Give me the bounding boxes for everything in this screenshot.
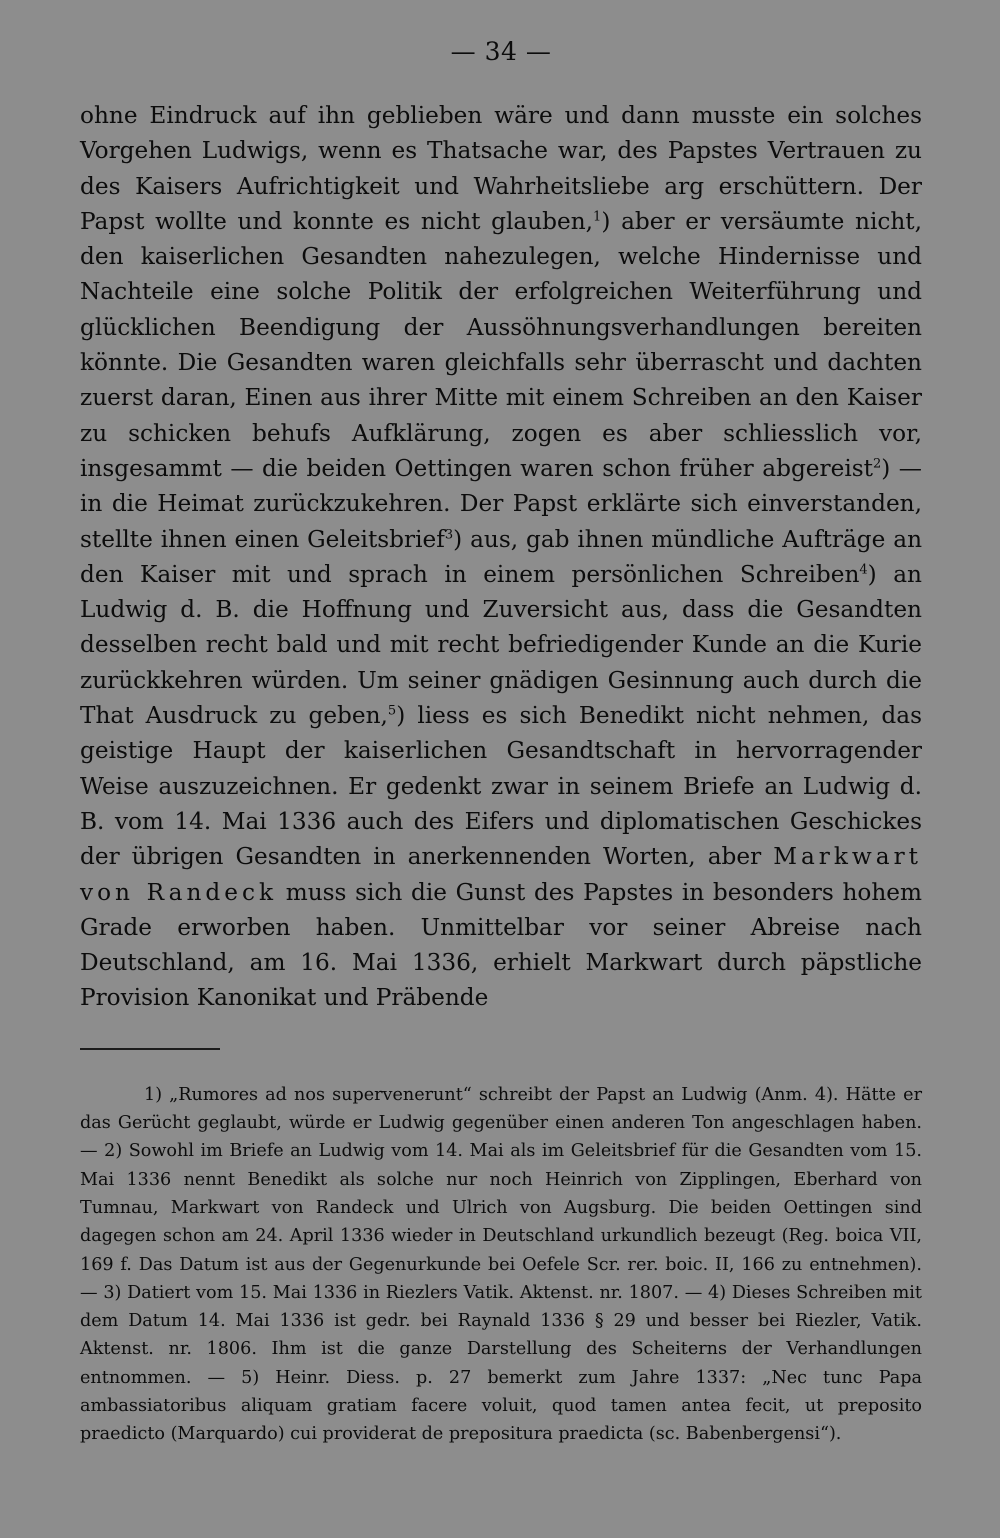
footnote-ref-3: 3 bbox=[444, 526, 454, 542]
main-paragraph bbox=[80, 98, 922, 1016]
footnote-ref-4: 4 bbox=[859, 562, 868, 578]
main-text bbox=[80, 98, 922, 1016]
text-segment-3: ) — in die Heimat zurückzukehren. Der Papst erklärte sich einverstanden, stellte ihnen einen Geleitsbrief bbox=[80, 454, 922, 553]
footnote-text: 1) „Rumores ad nos supervenerunt“ schreibt der Papst an Ludwig (Anm. 4). Hätte er das Gerücht geglaubt, würde er Ludwig gegenüber einen anderen Ton angeschlagen haben. — 2) Sowohl im Briefe an Ludwig vom 14. Mai als im Geleitsbrief für die Gesandten vom 15. Mai 1336 nennt Benedikt als solche nur noch Heinrich von Zipplingen, Eberhard von Tumnau, Markwart von Randeck und Ulrich von Augsburg. Die beiden Oettingen sind dagegen schon am 24. April 1336 wieder in Deutschland urkundlich bezeugt (Reg. boica VII, 169 f. Das Datum ist aus der Gegenurkunde bei Oefele Scr. rer. boic. II, 166 zu entnehmen). — 3) Datiert vom 15. Mai 1336 in Riezlers Vatik. Aktenst. nr. 1807. — 4) Dieses Schreiben mit dem Datum 14. Mai 1336 ist gedr. bei Raynald 1336 § 29 und besser bei Riezler, Vatik. Aktenst. nr. 1806. Ihm ist die ganze Darstellung des Scheiterns der Verhandlungen entnommen. — 5) Heinr. Diess. p. 27 bemerkt zum Jahre 1337: „Nec tunc Papa ambassiatoribus aliquam gratiam facere voluit, quod tamen antea fecit, ut preposito praedicto (Marquardo) cui providerat de prepositura praedicta (sc. Babenbergensi“). bbox=[80, 1084, 922, 1445]
footnote-separator bbox=[80, 1048, 220, 1050]
text-segment-5: ) an Ludwig d. B. die Hoffnung und Zuversicht aus, dass die Gesandten desselben recht bald und mit recht befriedigender Kunde an die Kurie zurückkehren würden. Um seiner gnädigen Gesinnung auch durch die That Ausdruck zu geben, bbox=[80, 560, 922, 730]
document-page bbox=[80, 30, 922, 1449]
footnote-ref-1: 1 bbox=[593, 209, 602, 225]
spaced-name: Markwart von Randeck bbox=[80, 843, 922, 906]
footnote-ref-2: 2 bbox=[872, 456, 882, 472]
footnotes bbox=[80, 1081, 922, 1449]
footnote-ref-5: 5 bbox=[387, 703, 397, 719]
text-segment-2: ) aber er versäumte nicht, den kaiserlichen Gesandten nahezulegen, welche Hindernisse und Nachteile eine solche Politik der erfolgreichen Weiterführung und glücklichen Beendigung der Aussöhnungsverhandlungen bereiten könnte. Die Gesandten waren gleichfalls sehr überrascht und dachten zuerst daran, Einen aus ihrer Mitte mit einem Schreiben an den Kaiser zu schicken behufs Aufklärung, zogen es aber schliesslich vor, insgesammt — die beiden Oettingen waren schon früher abgereist bbox=[80, 207, 922, 482]
text-segment-1: ohne Eindruck auf ihn geblieben wäre und dann musste ein solches Vorgehen Ludwigs, wenn es Thatsache war, des Papstes Vertrauen zu des Kaisers Aufrichtigkeit und Wahrheitsliebe arg erschüttern. Der Papst wollte und konnte es nicht glauben, bbox=[80, 102, 922, 235]
page-number: — 34 — bbox=[450, 37, 552, 66]
text-segment-7: muss sich die Gunst des Papstes in besonders hohem Grade erworben haben. Unmittelbar vor seiner Abreise nach Deutschland, am 16. Mai 1336, erhielt Markwart durch päpstliche Provision Kanonikat und Präbende bbox=[80, 878, 922, 1012]
text-segment-6: ) liess es sich Benedikt nicht nehmen, das geistige Haupt der kaiserlichen Gesandtschaft in hervorragender Weise auszuzeichnen. Er gedenkt zwar in seinem Briefe an Ludwig d. B. vom 14. Mai 1336 auch des Eifers und diplomatischen Geschickes der übrigen Gesandten in anerkennenden Worten, aber bbox=[80, 702, 922, 871]
text-segment-4: ) aus, gab ihnen mündliche Aufträge an den Kaiser mit und sprach in einem persönlichen Schreiben bbox=[80, 525, 923, 588]
